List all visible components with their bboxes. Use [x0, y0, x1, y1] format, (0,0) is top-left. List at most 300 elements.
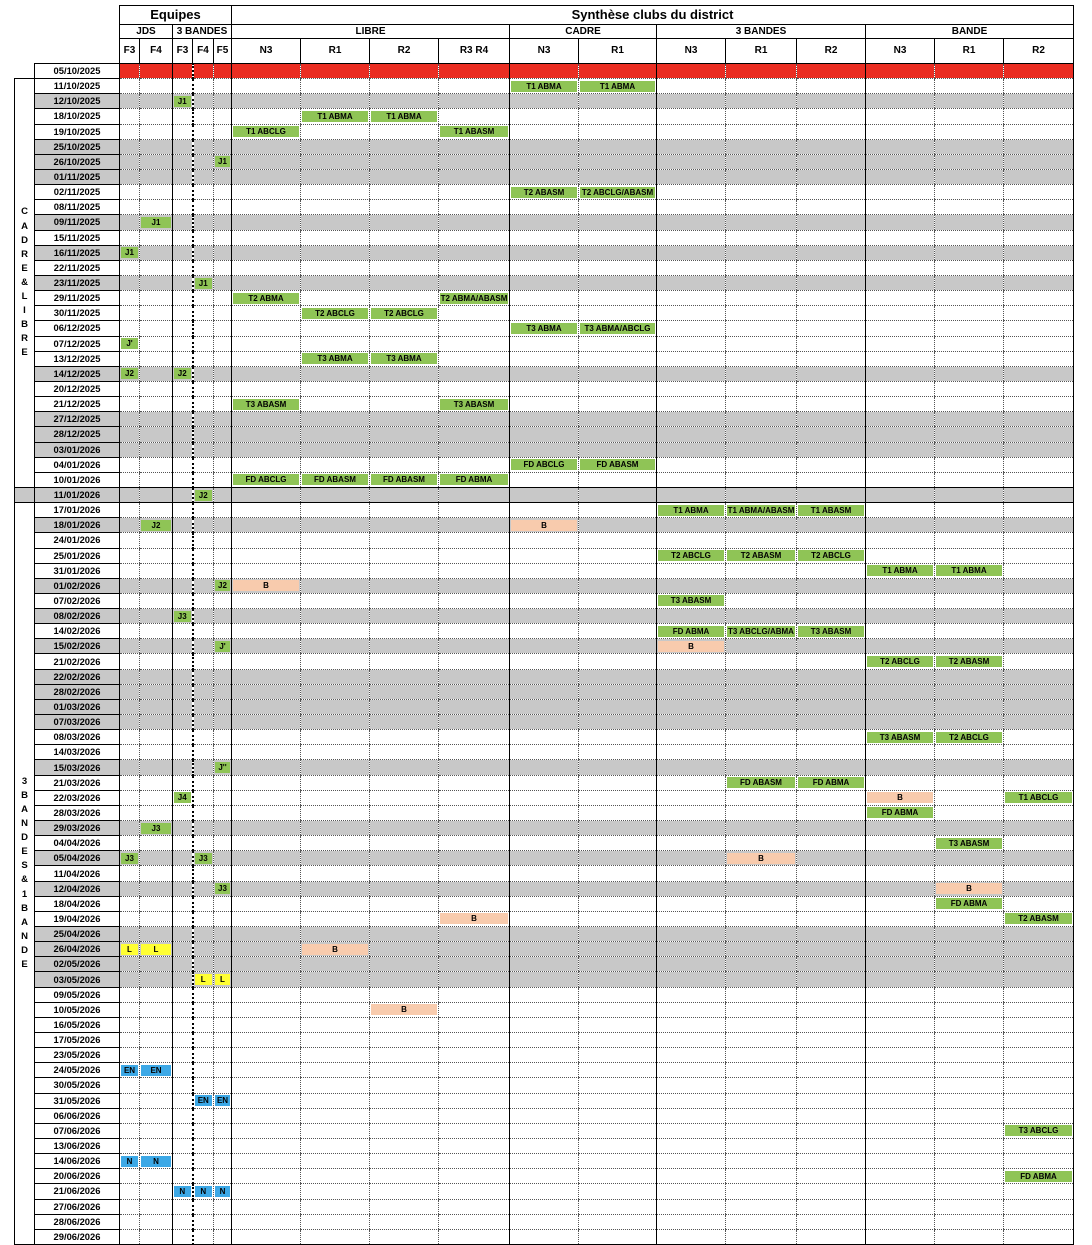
schedule-cell: [657, 699, 726, 714]
schedule-cell: [579, 593, 657, 608]
schedule-cell: [726, 306, 797, 321]
schedule-cell: [140, 624, 173, 639]
table-row: [15, 669, 1074, 684]
schedule-cell: [1004, 836, 1074, 851]
date-cell: 21/12/2025: [35, 397, 120, 412]
table-row: [15, 472, 1074, 487]
event-tag: T2 ABMA: [233, 293, 299, 304]
schedule-cell: [193, 790, 214, 805]
schedule-cell: [173, 866, 193, 881]
schedule-cell: [726, 169, 797, 184]
schedule-cell: [301, 457, 370, 472]
schedule-cell: [797, 487, 866, 502]
date-cell: 11/01/2026: [35, 487, 120, 502]
schedule-cell: [1004, 381, 1074, 396]
schedule-cell: [301, 412, 370, 427]
schedule-cell: [657, 881, 726, 896]
schedule-cell: [370, 381, 439, 396]
schedule-cell: [214, 836, 232, 851]
schedule-cell: [866, 397, 935, 412]
schedule-cell: [301, 593, 370, 608]
date-cell: 27/06/2026: [35, 1199, 120, 1214]
event-tag: FD ABMA: [1005, 1171, 1072, 1182]
schedule-cell: [214, 669, 232, 684]
event-tag: FD ABMA: [440, 474, 508, 485]
schedule-cell: [866, 1048, 935, 1063]
schedule-cell: [797, 654, 866, 669]
schedule-cell: [935, 487, 1004, 502]
schedule-cell: [657, 1063, 726, 1078]
schedule-cell: [214, 821, 232, 836]
schedule-cell: [193, 230, 214, 245]
schedule-cell: [214, 1108, 232, 1123]
schedule-cell: [579, 790, 657, 805]
schedule-cell: [935, 942, 1004, 957]
table-row: [15, 139, 1074, 154]
schedule-cell: [935, 427, 1004, 442]
date-cell: 24/01/2026: [35, 533, 120, 548]
schedule-cell: [1004, 760, 1074, 775]
schedule-cell: [301, 669, 370, 684]
schedule-cell: [214, 715, 232, 730]
date-cell: 15/11/2025: [35, 230, 120, 245]
schedule-cell: [1004, 64, 1074, 79]
column-header: R1: [935, 39, 1004, 64]
schedule-cell: [797, 397, 866, 412]
schedule-cell: [370, 866, 439, 881]
schedule-cell: [579, 230, 657, 245]
schedule-cell: [935, 957, 1004, 972]
schedule-cell: [140, 1154, 173, 1169]
date-cell: 12/04/2026: [35, 881, 120, 896]
schedule-cell: [579, 412, 657, 427]
schedule-cell: [120, 624, 140, 639]
schedule-cell: [579, 397, 657, 412]
schedule-cell: [657, 1199, 726, 1214]
schedule-cell: [579, 987, 657, 1002]
schedule-cell: [193, 684, 214, 699]
schedule-cell: [726, 593, 797, 608]
event-tag: T3 ABCLG: [1005, 1125, 1072, 1136]
schedule-cell: [140, 821, 173, 836]
schedule-cell: [120, 805, 140, 820]
schedule-cell: [173, 351, 193, 366]
schedule-cell: [120, 745, 140, 760]
schedule-cell: [232, 790, 301, 805]
schedule-cell: [439, 1184, 510, 1199]
schedule-cell: [370, 699, 439, 714]
table-row: [15, 442, 1074, 457]
schedule-cell: [214, 412, 232, 427]
schedule-cell: [173, 306, 193, 321]
schedule-cell: [214, 503, 232, 518]
schedule-cell: [214, 518, 232, 533]
schedule-cell: [214, 624, 232, 639]
event-tag: T3 ABMA: [371, 353, 437, 364]
schedule-cell: [120, 442, 140, 457]
schedule-cell: [173, 548, 193, 563]
schedule-cell: [579, 94, 657, 109]
schedule-cell: [726, 911, 797, 926]
schedule-cell: [797, 412, 866, 427]
event-tag: T3 ABASM: [233, 399, 299, 410]
schedule-cell: [935, 881, 1004, 896]
date-cell: 21/03/2026: [35, 775, 120, 790]
schedule-cell: [232, 321, 301, 336]
schedule-cell: [726, 533, 797, 548]
schedule-cell: [140, 609, 173, 624]
schedule-cell: [370, 1138, 439, 1153]
schedule-cell: [797, 306, 866, 321]
table-row: [15, 321, 1074, 336]
schedule-cell: [301, 291, 370, 306]
schedule-cell: [1004, 336, 1074, 351]
schedule-cell: [120, 1169, 140, 1184]
schedule-cell: [726, 472, 797, 487]
schedule-cell: [232, 1063, 301, 1078]
schedule-cell: [1004, 185, 1074, 200]
schedule-cell: [193, 260, 214, 275]
schedule-cell: [370, 1048, 439, 1063]
schedule-cell: [370, 291, 439, 306]
event-tag: T1 ABMA: [302, 111, 368, 122]
schedule-cell: [1004, 1078, 1074, 1093]
schedule-cell: [657, 321, 726, 336]
schedule-cell: [439, 805, 510, 820]
date-cell: 19/10/2025: [35, 124, 120, 139]
schedule-cell: [1004, 94, 1074, 109]
schedule-cell: [510, 1214, 579, 1229]
schedule-cell: [510, 1048, 579, 1063]
schedule-cell: [657, 79, 726, 94]
schedule-cell: [797, 760, 866, 775]
schedule-cell: [657, 866, 726, 881]
schedule-cell: [232, 487, 301, 502]
schedule-cell: [1004, 578, 1074, 593]
schedule-cell: [935, 275, 1004, 290]
schedule-cell: [120, 245, 140, 260]
schedule-cell: [370, 654, 439, 669]
date-cell: 10/05/2026: [35, 1002, 120, 1017]
schedule-cell: [301, 109, 370, 124]
schedule-cell: [579, 1063, 657, 1078]
schedule-cell: [866, 684, 935, 699]
schedule-cell: [657, 1229, 726, 1244]
schedule-cell: [214, 260, 232, 275]
schedule-cell: [1004, 866, 1074, 881]
schedule-cell: [301, 533, 370, 548]
schedule-cell: [140, 790, 173, 805]
schedule-cell: [173, 366, 193, 381]
schedule-cell: [510, 1123, 579, 1138]
schedule-cell: [232, 669, 301, 684]
schedule-cell: [657, 1138, 726, 1153]
schedule-cell: [439, 851, 510, 866]
group-header: BANDE: [866, 25, 1074, 39]
schedule-cell: [510, 109, 579, 124]
schedule-cell: [232, 927, 301, 942]
schedule-cell: [301, 957, 370, 972]
schedule-cell: [193, 457, 214, 472]
schedule-table: [14, 5, 1074, 1245]
schedule-cell: [866, 957, 935, 972]
schedule-cell: [935, 821, 1004, 836]
schedule-cell: [370, 836, 439, 851]
schedule-cell: [726, 987, 797, 1002]
schedule-cell: [797, 548, 866, 563]
event-tag: J2: [215, 580, 230, 591]
schedule-cell: [301, 1184, 370, 1199]
date-cell: 27/12/2025: [35, 412, 120, 427]
schedule-cell: [439, 215, 510, 230]
schedule-cell: [120, 154, 140, 169]
event-tag: J1: [121, 247, 138, 258]
schedule-cell: [797, 124, 866, 139]
event-tag: FD ABMA: [658, 626, 724, 637]
schedule-cell: [657, 1078, 726, 1093]
schedule-cell: [140, 1108, 173, 1123]
date-cell: 28/12/2025: [35, 427, 120, 442]
schedule-cell: [579, 942, 657, 957]
schedule-cell: [370, 911, 439, 926]
table-row: [15, 927, 1074, 942]
schedule-cell: [510, 139, 579, 154]
schedule-cell: [120, 306, 140, 321]
schedule-cell: [1004, 548, 1074, 563]
event-tag: J4: [174, 792, 191, 803]
schedule-cell: [120, 533, 140, 548]
schedule-cell: [935, 397, 1004, 412]
schedule-cell: [579, 1078, 657, 1093]
schedule-cell: [1004, 593, 1074, 608]
schedule-cell: [439, 1154, 510, 1169]
schedule-cell: [935, 1214, 1004, 1229]
schedule-cell: [439, 836, 510, 851]
schedule-cell: [579, 487, 657, 502]
schedule-cell: [193, 412, 214, 427]
schedule-cell: [193, 154, 214, 169]
schedule-cell: [214, 336, 232, 351]
schedule-cell: [140, 124, 173, 139]
date-cell: 20/06/2026: [35, 1169, 120, 1184]
schedule-cell: [439, 503, 510, 518]
schedule-cell: [370, 397, 439, 412]
schedule-cell: [370, 624, 439, 639]
schedule-cell: [120, 381, 140, 396]
schedule-cell: [866, 836, 935, 851]
schedule-cell: [193, 1169, 214, 1184]
schedule-cell: [214, 79, 232, 94]
schedule-cell: [726, 260, 797, 275]
schedule-cell: [1004, 1002, 1074, 1017]
column-header: N3: [657, 39, 726, 64]
table-row: [15, 230, 1074, 245]
schedule-cell: [510, 639, 579, 654]
date-cell: 04/01/2026: [35, 457, 120, 472]
column-header: F4: [193, 39, 214, 64]
schedule-cell: [797, 911, 866, 926]
schedule-cell: [140, 487, 173, 502]
schedule-cell: [301, 154, 370, 169]
schedule-cell: [1004, 942, 1074, 957]
schedule-cell: [193, 927, 214, 942]
schedule-cell: [935, 1048, 1004, 1063]
schedule-cell: [193, 291, 214, 306]
schedule-cell: [232, 911, 301, 926]
schedule-cell: [1004, 881, 1074, 896]
schedule-cell: [797, 139, 866, 154]
event-tag: N: [121, 1156, 138, 1167]
side-spacer: [15, 64, 35, 79]
schedule-cell: [301, 699, 370, 714]
schedule-cell: [301, 1138, 370, 1153]
schedule-cell: [439, 1002, 510, 1017]
date-cell: 07/02/2026: [35, 593, 120, 608]
event-tag: T1 ABMA: [511, 81, 577, 92]
column-header: N3: [510, 39, 579, 64]
schedule-cell: [657, 1048, 726, 1063]
date-cell: 29/11/2025: [35, 291, 120, 306]
schedule-cell: [579, 351, 657, 366]
schedule-cell: [173, 230, 193, 245]
schedule-cell: [232, 200, 301, 215]
schedule-cell: [120, 1138, 140, 1153]
schedule-cell: [510, 1184, 579, 1199]
schedule-cell: [657, 805, 726, 820]
schedule-cell: [140, 760, 173, 775]
schedule-cell: [140, 1199, 173, 1214]
schedule-cell: [193, 715, 214, 730]
schedule-cell: [866, 669, 935, 684]
schedule-cell: [173, 745, 193, 760]
schedule-cell: [726, 487, 797, 502]
schedule-cell: [1004, 1108, 1074, 1123]
schedule-cell: [510, 487, 579, 502]
schedule-cell: [301, 503, 370, 518]
schedule-cell: [140, 457, 173, 472]
table-row: [15, 291, 1074, 306]
title-equipes: Equipes: [120, 6, 232, 25]
schedule-cell: [173, 154, 193, 169]
schedule-cell: [301, 185, 370, 200]
schedule-cell: [579, 775, 657, 790]
schedule-cell: [510, 1078, 579, 1093]
table-row: [15, 911, 1074, 926]
schedule-cell: [439, 896, 510, 911]
table-row: [15, 169, 1074, 184]
schedule-cell: [370, 321, 439, 336]
schedule-cell: [214, 351, 232, 366]
schedule-cell: [935, 1108, 1004, 1123]
schedule-cell: [301, 1063, 370, 1078]
schedule-cell: [232, 972, 301, 987]
schedule-cell: [173, 684, 193, 699]
table-row: [15, 790, 1074, 805]
schedule-cell: [797, 972, 866, 987]
schedule-cell: [120, 1154, 140, 1169]
schedule-cell: [935, 518, 1004, 533]
event-tag: J1: [174, 96, 191, 107]
schedule-cell: [797, 245, 866, 260]
schedule-cell: [797, 624, 866, 639]
schedule-cell: [657, 306, 726, 321]
schedule-cell: [301, 715, 370, 730]
schedule-cell: [232, 957, 301, 972]
schedule-cell: [301, 1123, 370, 1138]
schedule-cell: [301, 851, 370, 866]
schedule-cell: [510, 230, 579, 245]
schedule-cell: [510, 336, 579, 351]
schedule-cell: [214, 200, 232, 215]
schedule-cell: [510, 654, 579, 669]
event-tag: T1 ABASM: [798, 505, 864, 516]
schedule-cell: [232, 578, 301, 593]
date-cell: 08/11/2025: [35, 200, 120, 215]
schedule-cell: [173, 518, 193, 533]
schedule-cell: [439, 1078, 510, 1093]
schedule-cell: [439, 139, 510, 154]
schedule-cell: [1004, 790, 1074, 805]
table-row: [15, 821, 1074, 836]
date-cell: 05/04/2026: [35, 851, 120, 866]
schedule-cell: [726, 639, 797, 654]
schedule-cell: [866, 230, 935, 245]
schedule-cell: [193, 1229, 214, 1244]
schedule-cell: [439, 654, 510, 669]
schedule-cell: [193, 1199, 214, 1214]
schedule-cell: [579, 654, 657, 669]
schedule-cell: [579, 1033, 657, 1048]
schedule-cell: [439, 245, 510, 260]
schedule-cell: [140, 1033, 173, 1048]
schedule-cell: [193, 1138, 214, 1153]
event-tag: T1 ABCLG: [233, 126, 299, 137]
schedule-cell: [173, 139, 193, 154]
schedule-cell: [173, 1138, 193, 1153]
date-cell: 13/12/2025: [35, 351, 120, 366]
schedule-cell: [726, 275, 797, 290]
schedule-cell: [935, 715, 1004, 730]
schedule-cell: [193, 169, 214, 184]
schedule-cell: [579, 609, 657, 624]
schedule-cell: [439, 412, 510, 427]
schedule-cell: [726, 185, 797, 200]
schedule-cell: [439, 578, 510, 593]
date-cell: 08/03/2026: [35, 730, 120, 745]
schedule-cell: [173, 1093, 193, 1108]
schedule-cell: [579, 154, 657, 169]
schedule-cell: [193, 487, 214, 502]
schedule-cell: [301, 472, 370, 487]
schedule-cell: [370, 730, 439, 745]
date-cell: 12/10/2025: [35, 94, 120, 109]
schedule-cell: [726, 851, 797, 866]
schedule-cell: [301, 548, 370, 563]
schedule-cell: [120, 654, 140, 669]
schedule-cell: [935, 624, 1004, 639]
schedule-cell: [193, 94, 214, 109]
schedule-cell: [232, 760, 301, 775]
date-cell: 21/02/2026: [35, 654, 120, 669]
schedule-cell: [657, 669, 726, 684]
schedule-cell: [866, 896, 935, 911]
schedule-cell: [370, 427, 439, 442]
schedule-cell: [1004, 79, 1074, 94]
schedule-cell: [140, 64, 173, 79]
schedule-cell: [120, 321, 140, 336]
schedule-cell: [439, 427, 510, 442]
schedule-cell: [935, 1002, 1004, 1017]
